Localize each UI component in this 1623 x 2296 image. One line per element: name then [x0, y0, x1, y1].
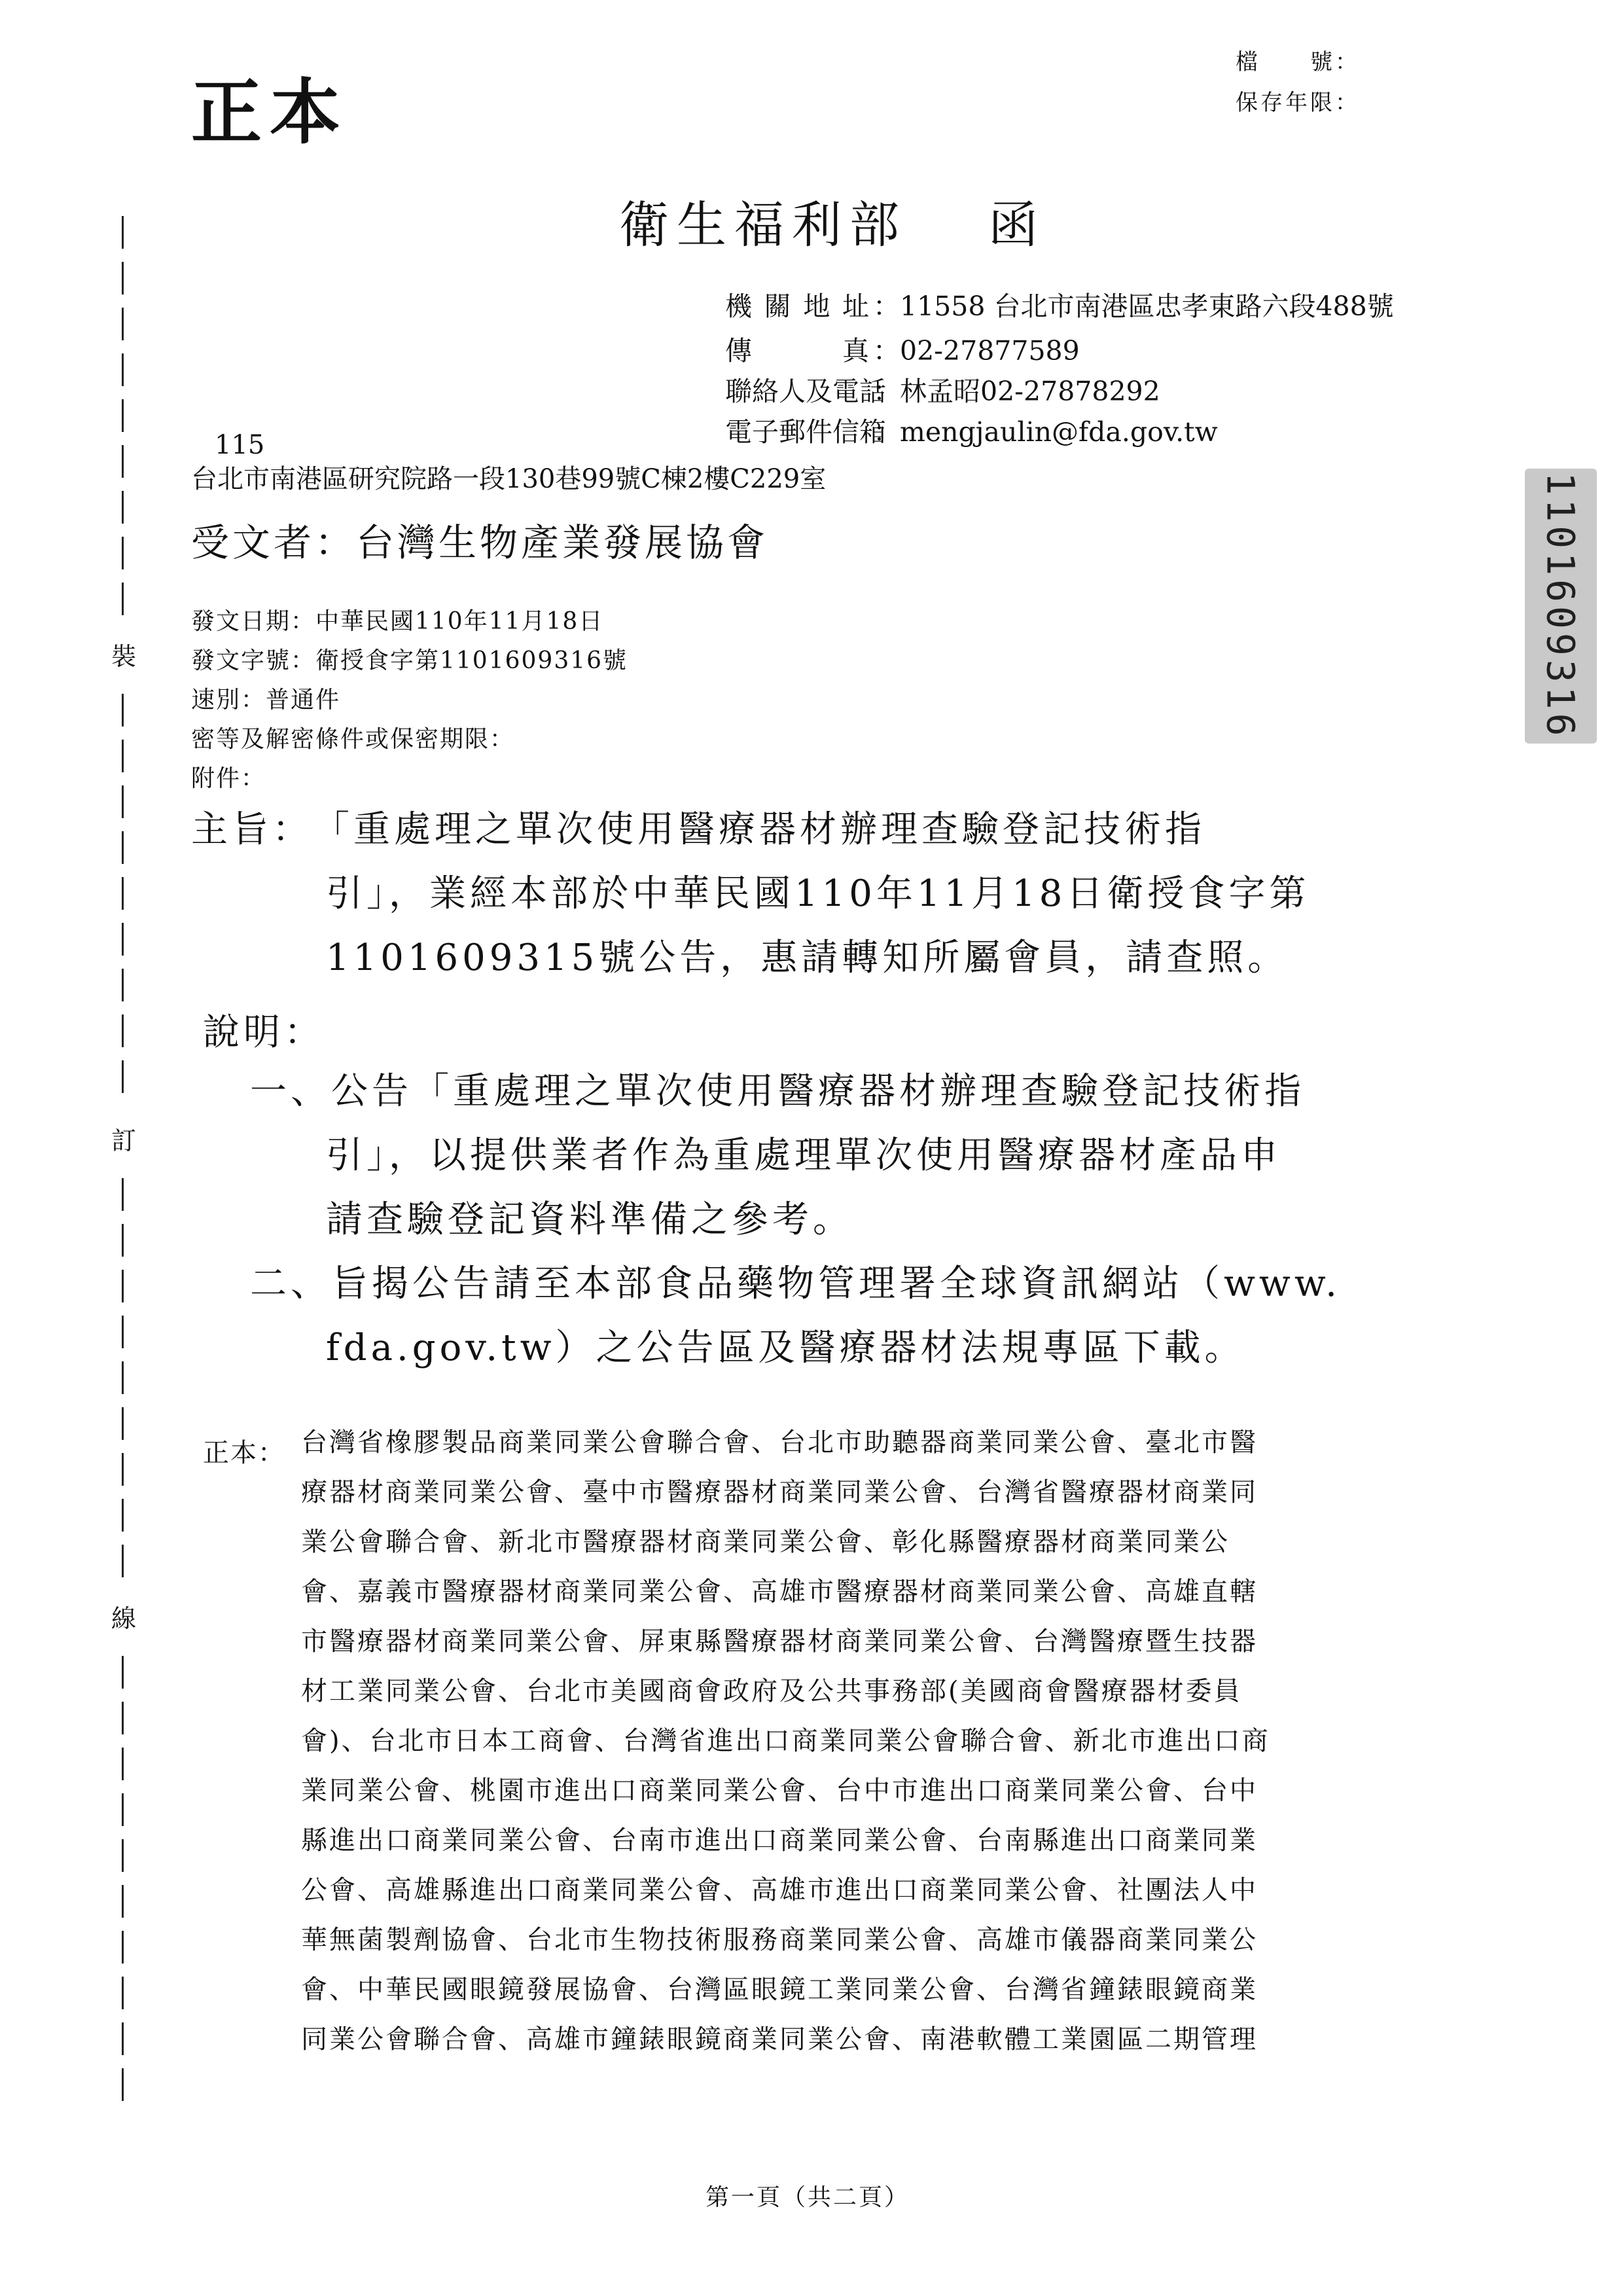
secrecy-level: 密等及解密條件或保密期限：	[191, 726, 515, 753]
recipient: 受文者：台灣生物產業發展協會	[191, 520, 769, 565]
binding-dash	[122, 216, 124, 249]
binding-dash	[122, 1885, 124, 1918]
contact-address	[725, 293, 1394, 320]
page-number: 第一頁（共二頁）	[705, 2184, 910, 2211]
binding-dash	[122, 2068, 124, 2101]
subject-label: 主旨：	[191, 808, 313, 851]
binding-dash	[122, 1407, 124, 1440]
binding-dash	[122, 740, 124, 772]
binding-dash	[122, 831, 124, 864]
contact-email-value: ：mengjaulin@fda.gov.tw	[873, 416, 1218, 448]
explanation-item-2-line: fda.gov.tw）之公告區及醫療器材法規專區下載。	[326, 1327, 1245, 1369]
retention-period-label: 保存年限：	[1236, 90, 1360, 116]
attachment: 附件：	[191, 765, 266, 792]
subject-line: 1101609315號公告，惠請轉知所屬會員，請查照。	[326, 937, 1289, 979]
binding-char: 裝	[111, 642, 137, 671]
binding-char: 訂	[111, 1126, 137, 1155]
binding-dash	[122, 923, 124, 956]
binding-dash	[122, 1748, 124, 1780]
subject-line: 引」，業經本部於中華民國110年11月18日衛授食字第	[326, 872, 1310, 915]
document-number: 發文字號：衛授食字第1101609316號	[191, 647, 628, 674]
cc-line: 台灣省橡膠製品商業同業公會聯合會、台北市助聽器商業同業公會、臺北市醫	[301, 1427, 1258, 1458]
explanation-item-2-line: 二、旨揭公告請至本部食品藥物管理署全球資訊網站（www.	[250, 1263, 1341, 1305]
cc-line: 公會、高雄縣進出口商業同業公會、高雄市進出口商業同業公會、社團法人中	[301, 1875, 1258, 1905]
binding-dash	[122, 583, 124, 615]
cc-line: 會)、台北市日本工商會、台灣省進出口商業同業公會聯合會、新北市進出口商	[301, 1726, 1270, 1756]
binding-dash	[122, 1931, 124, 1964]
cc-line: 會、嘉義市醫療器材商業同業公會、高雄市醫療器材商業同業公會、高雄直轄	[301, 1577, 1258, 1607]
recipient-postcode: 115	[215, 430, 265, 460]
binding-dash	[122, 785, 124, 818]
contact-person	[725, 378, 1160, 405]
file-number-label: 檔 號：	[1236, 49, 1360, 75]
binding-dash	[122, 1453, 124, 1486]
issue-date: 發文日期：中華民國110年11月18日	[191, 608, 604, 635]
binding-dash	[122, 877, 124, 910]
document-title: 衛生福利部 函	[619, 196, 1046, 254]
contact-fax-label: 傳 真	[725, 335, 869, 367]
binding-dash	[122, 353, 124, 386]
binding-dash	[122, 262, 124, 295]
explanation-label: 說明：	[203, 1011, 325, 1054]
received-stamp-number: 1101609316	[1539, 472, 1584, 740]
cc-line: 會、中華民國眼鏡發展協會、台灣區眼鏡工業同業公會、台灣省鐘錶眼鏡商業	[301, 1975, 1258, 2005]
binding-dash	[122, 1545, 124, 1577]
binding-dash	[122, 1656, 124, 1689]
subject-line: 「重處理之單次使用醫療器材辦理查驗登記技術指	[313, 808, 1205, 851]
cc-line: 同業公會聯合會、高雄市鐘錶眼鏡商業同業公會、南港軟體工業園區二期管理	[301, 2024, 1258, 2054]
binding-dash	[122, 1839, 124, 1872]
binding-dash	[122, 491, 124, 524]
explanation-item-1-line: 請查驗登記資料準備之參考。	[326, 1198, 853, 1241]
cc-line: 材工業同業公會、台北市美國商會政府及公共事務部(美國商會醫療器材委員	[301, 1676, 1242, 1706]
contact-email	[725, 416, 1218, 448]
cc-line: 市醫療器材商業同業公會、屏東縣醫療器材商業同業公會、台灣醫療暨生技器	[301, 1626, 1258, 1657]
binding-dash	[122, 399, 124, 432]
binding-dash	[122, 1793, 124, 1826]
binding-dash	[122, 1316, 124, 1348]
recipient-address: 台北市南港區研究院路一段130巷99號C棟2樓C229室	[191, 464, 827, 494]
cc-line: 縣進出口商業同業公會、台南市進出口商業同業公會、台南縣進出口商業同業	[301, 1825, 1258, 1856]
cc-line: 業公會聯合會、新北市醫療器材商業同業公會、彰化縣醫療器材商業同業公	[301, 1527, 1230, 1557]
binding-dash	[122, 1702, 124, 1734]
explanation-item-1-line: 一、公告「重處理之單次使用醫療器材辦理查驗登記技術指	[250, 1070, 1305, 1113]
received-stamp	[1525, 469, 1597, 744]
contact-address-value: ：11558 台北市南港區忠孝東路六段488號	[873, 291, 1394, 322]
binding-dash	[122, 2022, 124, 2055]
binding-dash	[122, 969, 124, 1001]
contact-fax	[725, 335, 1080, 367]
binding-dash	[122, 1014, 124, 1047]
binding-dash	[122, 1224, 124, 1257]
binding-dash	[122, 694, 124, 726]
binding-char: 線	[111, 1604, 137, 1633]
cc-label: 正本：	[203, 1438, 285, 1468]
binding-dash	[122, 1060, 124, 1093]
binding-dash	[122, 1361, 124, 1394]
explanation-item-1-line: 引」，以提供業者作為重處理單次使用醫療器材產品申	[326, 1134, 1281, 1177]
binding-dash	[122, 1499, 124, 1532]
contact-fax-value: ：02-27877589	[873, 335, 1080, 367]
cc-line: 療器材商業同業公會、臺中市醫療器材商業同業公會、台灣省醫療器材商業同	[301, 1477, 1258, 1507]
binding-dash	[122, 537, 124, 569]
binding-dash	[122, 1270, 124, 1302]
original-copy-mark: 正本	[191, 71, 349, 154]
binding-dash	[122, 445, 124, 478]
cc-line: 華無菌製劑協會、台北市生物技術服務商業同業公會、高雄市儀器商業同業公	[301, 1925, 1258, 1955]
binding-dash	[122, 308, 124, 340]
cc-line: 業同業公會、桃園市進出口商業同業公會、台中市進出口商業同業公會、台中	[301, 1776, 1258, 1806]
contact-address-label: 機關地址	[725, 291, 869, 322]
binding-dash	[122, 1178, 124, 1211]
binding-dash	[122, 1977, 124, 2009]
contact-person-value: ：林孟昭02-27878292	[873, 376, 1160, 407]
delivery-speed: 速別：普通件	[191, 687, 341, 713]
contact-person-label: 聯絡人及電話	[725, 376, 886, 407]
contact-email-label: 電子郵件信箱	[725, 416, 886, 448]
